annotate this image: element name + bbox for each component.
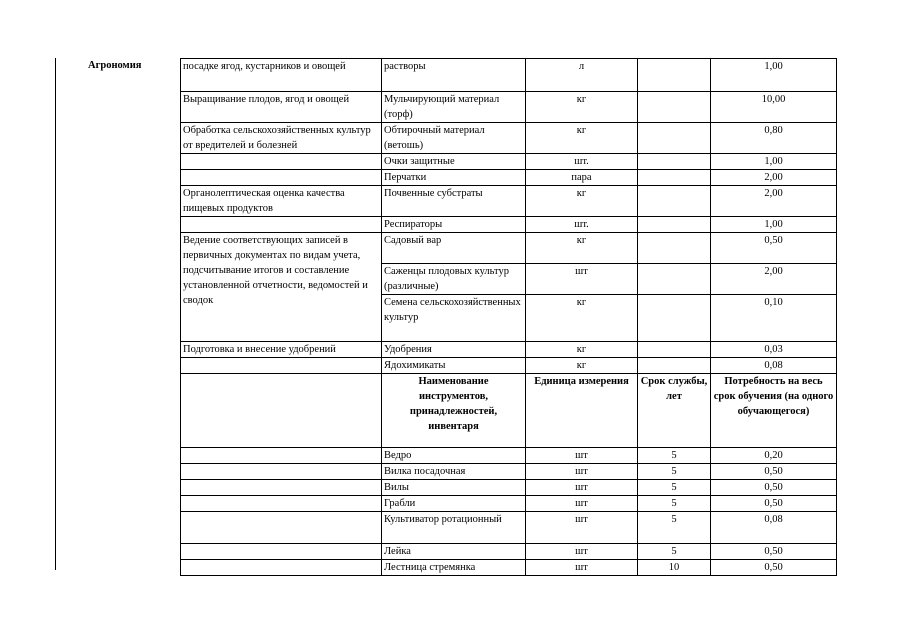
unit-cell: кг: [526, 358, 638, 374]
tool-empty-cell: [181, 480, 382, 496]
material-cell: Мульчирующий материал (торф): [382, 92, 526, 123]
need-cell: 2,00: [711, 186, 837, 217]
tool-row: [181, 464, 837, 480]
unit-cell: кг: [526, 186, 638, 217]
unit-cell: шт: [526, 264, 638, 295]
tool-unit-cell: шт: [526, 544, 638, 560]
tool-life-cell: 5: [638, 544, 711, 560]
need-cell: 1,00: [711, 154, 837, 170]
tool-empty-cell: [181, 560, 382, 576]
need-cell: 0,08: [711, 358, 837, 374]
tool-unit-cell: шт: [526, 464, 638, 480]
tool-empty-cell: [181, 496, 382, 512]
task-cell: Обработка сельскохозяйственных культур от вредителей и болезней: [181, 123, 382, 154]
tool-row: [181, 480, 837, 496]
table-row: [181, 123, 837, 154]
tool-need-cell: 0,08: [711, 512, 837, 544]
unit-cell: пара: [526, 170, 638, 186]
tool-need-cell: 0,50: [711, 544, 837, 560]
tools-header-row: [181, 374, 837, 448]
need-cell: 10,00: [711, 92, 837, 123]
need-cell: 2,00: [711, 170, 837, 186]
material-cell: Респираторы: [382, 217, 526, 233]
task-cell: [181, 358, 382, 374]
header-empty-cell: [181, 374, 382, 448]
task-cell: Подготовка и внесение удобрений: [181, 342, 382, 358]
material-cell: Почвенные субстраты: [382, 186, 526, 217]
need-cell: 0,80: [711, 123, 837, 154]
tool-unit-cell: шт: [526, 448, 638, 464]
table-row: [181, 154, 837, 170]
tool-row: [181, 448, 837, 464]
task-cell: Выращивание плодов, ягод и овощей: [181, 92, 382, 123]
tool-need-cell: 0,50: [711, 560, 837, 576]
page-left-rule: [55, 58, 56, 570]
material-cell: Удобрения: [382, 342, 526, 358]
unit-cell: кг: [526, 123, 638, 154]
tool-empty-cell: [181, 464, 382, 480]
table-row: [181, 217, 837, 233]
material-cell: Семена сельскохозяйственных культур: [382, 295, 526, 342]
material-cell: Очки защитные: [382, 154, 526, 170]
life-cell: [638, 217, 711, 233]
tool-name-cell: Ведро: [382, 448, 526, 464]
tool-need-cell: 0,50: [711, 480, 837, 496]
task-cell: посадке ягод, кустарников и овощей: [181, 59, 382, 92]
tool-empty-cell: [181, 512, 382, 544]
tool-need-cell: 0,20: [711, 448, 837, 464]
table-row: [181, 170, 837, 186]
task-cell: Органолептическая оценка качества пищевых продуктов: [181, 186, 382, 217]
unit-cell: шт.: [526, 217, 638, 233]
header-life: Срок службы, лет: [638, 374, 711, 448]
life-cell: [638, 358, 711, 374]
life-cell: [638, 264, 711, 295]
task-cell: [181, 217, 382, 233]
material-cell: Садовый вар: [382, 233, 526, 264]
material-cell: Обтирочный материал (ветошь): [382, 123, 526, 154]
material-cell: Перчатки: [382, 170, 526, 186]
life-cell: [638, 170, 711, 186]
header-name: Наименование инструментов, принадлежностей, инвентаря: [382, 374, 526, 448]
tool-name-cell: Грабли: [382, 496, 526, 512]
tool-row: [181, 496, 837, 512]
tool-unit-cell: шт: [526, 560, 638, 576]
task-cell: [181, 170, 382, 186]
need-cell: 0,03: [711, 342, 837, 358]
tool-life-cell: 5: [638, 464, 711, 480]
task-cell: [181, 154, 382, 170]
tool-unit-cell: шт: [526, 496, 638, 512]
life-cell: [638, 186, 711, 217]
unit-cell: л: [526, 59, 638, 92]
need-cell: 1,00: [711, 59, 837, 92]
material-cell: растворы: [382, 59, 526, 92]
unit-cell: кг: [526, 295, 638, 342]
task-cell: Ведение соответствующих записей в первичных документах по видам учета, подсчитывание итогов и составление установленной отчетности, ведомостей и сводок: [181, 233, 382, 342]
need-cell: 2,00: [711, 264, 837, 295]
unit-cell: кг: [526, 233, 638, 264]
tool-need-cell: 0,50: [711, 496, 837, 512]
need-cell: 1,00: [711, 217, 837, 233]
table-row: [181, 92, 837, 123]
tool-name-cell: Вилы: [382, 480, 526, 496]
unit-cell: кг: [526, 342, 638, 358]
material-cell: Ядохимикаты: [382, 358, 526, 374]
table-row: [181, 233, 837, 264]
tool-empty-cell: [181, 544, 382, 560]
table-row: [181, 342, 837, 358]
tool-row: [181, 544, 837, 560]
section-label: Агрономия: [88, 60, 142, 71]
life-cell: [638, 154, 711, 170]
tool-empty-cell: [181, 448, 382, 464]
table-row: [181, 358, 837, 374]
tool-life-cell: 5: [638, 480, 711, 496]
need-cell: 0,50: [711, 233, 837, 264]
tool-name-cell: Лейка: [382, 544, 526, 560]
tool-life-cell: 5: [638, 512, 711, 544]
header-need: Потребность на весь срок обучения (на одного обучающегося): [711, 374, 837, 448]
material-cell: Саженцы плодовых культур (различные): [382, 264, 526, 295]
life-cell: [638, 92, 711, 123]
tool-name-cell: Лестница стремянка: [382, 560, 526, 576]
table-row: [181, 186, 837, 217]
tool-row: [181, 560, 837, 576]
tool-name-cell: Вилка посадочная: [382, 464, 526, 480]
life-cell: [638, 123, 711, 154]
tool-unit-cell: шт: [526, 480, 638, 496]
tool-life-cell: 5: [638, 448, 711, 464]
tool-unit-cell: шт: [526, 512, 638, 544]
unit-cell: шт.: [526, 154, 638, 170]
unit-cell: кг: [526, 92, 638, 123]
tool-life-cell: 10: [638, 560, 711, 576]
tool-need-cell: 0,50: [711, 464, 837, 480]
life-cell: [638, 342, 711, 358]
life-cell: [638, 295, 711, 342]
life-cell: [638, 233, 711, 264]
tool-row: [181, 512, 837, 544]
tool-life-cell: 5: [638, 496, 711, 512]
table-row: [181, 59, 837, 92]
header-unit: Единица измерения: [526, 374, 638, 448]
materials-table: [180, 58, 837, 576]
tool-name-cell: Культиватор ротационный: [382, 512, 526, 544]
life-cell: [638, 59, 711, 92]
need-cell: 0,10: [711, 295, 837, 342]
